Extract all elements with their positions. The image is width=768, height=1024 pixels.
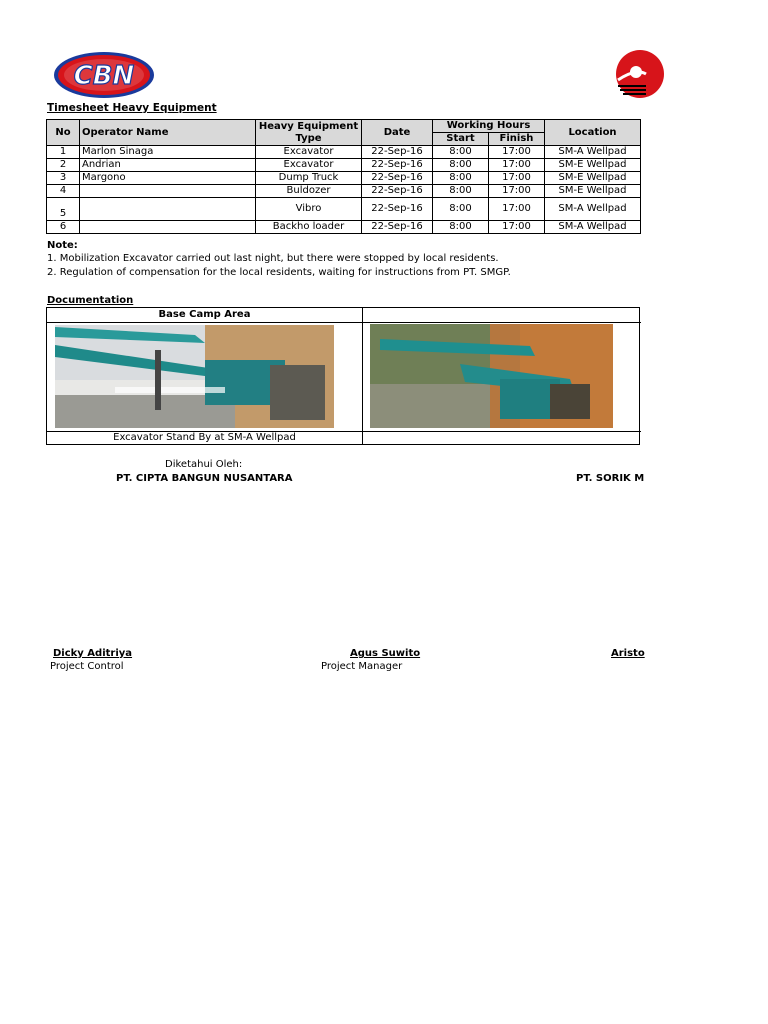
documentation-area-label: Base Camp Area — [158, 309, 251, 320]
cell-operator — [80, 198, 256, 221]
cell-date: 22-Sep-16 — [362, 198, 433, 221]
photo-caption: Excavator Stand By at SM-A Wellpad — [113, 432, 296, 443]
cell-start: 8:00 — [433, 159, 489, 172]
cell-finish: 17:00 — [489, 185, 545, 198]
cbn-logo — [52, 50, 156, 100]
document-title: Timesheet Heavy Equipment — [47, 102, 217, 114]
known-by-label: Diketahui Oleh: — [165, 459, 243, 470]
cell-start: 8:00 — [433, 185, 489, 198]
cell-location: SM-A Wellpad — [545, 221, 641, 234]
excavator-photo-1 — [55, 325, 334, 428]
cell-finish: 17:00 — [489, 198, 545, 221]
table-row — [47, 159, 641, 172]
header-equipment — [256, 120, 362, 146]
signatory-name: Agus Suwito — [350, 648, 421, 659]
cell-operator: Margono — [80, 172, 256, 185]
header-finish: Finish — [489, 133, 545, 146]
cell-type: Dump Truck — [256, 172, 362, 185]
cell-finish: 17:00 — [489, 159, 545, 172]
cell-type: Vibro — [256, 198, 362, 221]
cell-no: 3 — [47, 172, 80, 185]
cell-type: Excavator — [256, 146, 362, 159]
company-left: PT. CIPTA BANGUN NUSANTARA — [116, 473, 293, 484]
excavator-photo-2 — [370, 324, 613, 428]
cbn-logo-text: CBN — [73, 61, 135, 91]
cell-operator — [80, 221, 256, 234]
signatory-name: Aristo — [611, 648, 645, 659]
cell-date: 22-Sep-16 — [362, 221, 433, 234]
cell-location: SM-E Wellpad — [545, 159, 641, 172]
cell-type: Buldozer — [256, 185, 362, 198]
header-start: Start — [433, 133, 489, 146]
signatory-role: Project Control — [50, 661, 124, 672]
cell-start: 8:00 — [433, 198, 489, 221]
cell-start: 8:00 — [433, 172, 489, 185]
table-row — [47, 185, 641, 198]
cell-finish: 17:00 — [489, 172, 545, 185]
cell-type: Backho loader — [256, 221, 362, 234]
cell-date: 22-Sep-16 — [362, 172, 433, 185]
cell-date: 22-Sep-16 — [362, 185, 433, 198]
table-row — [47, 146, 641, 159]
cell-location: SM-E Wellpad — [545, 185, 641, 198]
cell-no: 2 — [47, 159, 80, 172]
smgp-logo — [606, 50, 646, 100]
table-row — [47, 198, 641, 221]
header-equipment-line1: Heavy Equipment — [258, 120, 359, 132]
cell-no: 4 — [47, 185, 80, 198]
divider — [47, 322, 641, 323]
cell-type: Excavator — [256, 159, 362, 172]
cell-location: SM-A Wellpad — [545, 198, 641, 221]
cell-operator — [80, 185, 256, 198]
table-row — [47, 221, 641, 234]
cell-no: 5 — [47, 198, 80, 221]
cell-location: SM-E Wellpad — [545, 172, 641, 185]
cell-operator: Andrian — [80, 159, 256, 172]
signatory-role: Project Manager — [321, 661, 403, 672]
cell-no: 1 — [47, 146, 80, 159]
cell-no: 6 — [47, 221, 80, 234]
header-equipment-line2: Type — [295, 132, 322, 144]
header-working-hours: Working Hours — [433, 120, 545, 133]
table-row — [47, 172, 641, 185]
cell-date: 22-Sep-16 — [362, 159, 433, 172]
cell-finish: 17:00 — [489, 146, 545, 159]
notes-heading: Note: — [47, 240, 78, 251]
cell-finish: 17:00 — [489, 221, 545, 234]
cell-date: 22-Sep-16 — [362, 146, 433, 159]
documentation-heading: Documentation — [47, 295, 134, 306]
note-item: 2. Regulation of compensation for the local residents, waiting for instructions from PT. SMGP. — [47, 267, 511, 278]
header-date: Date — [362, 120, 433, 146]
company-right: PT. SORIK M — [576, 473, 645, 484]
header-operator: Operator Name — [80, 120, 256, 146]
cell-start: 8:00 — [433, 146, 489, 159]
divider — [362, 308, 363, 445]
timesheet-table — [46, 119, 641, 234]
header-no: No — [47, 120, 80, 146]
cell-operator: Marlon Sinaga — [80, 146, 256, 159]
note-item: 1. Mobilization Excavator carried out last night, but there were stopped by local residents. — [47, 253, 499, 264]
cell-start: 8:00 — [433, 221, 489, 234]
cell-location: SM-A Wellpad — [545, 146, 641, 159]
header-location: Location — [545, 120, 641, 146]
documentation-box — [46, 307, 640, 445]
signatory-name: Dicky Aditriya — [53, 648, 133, 659]
